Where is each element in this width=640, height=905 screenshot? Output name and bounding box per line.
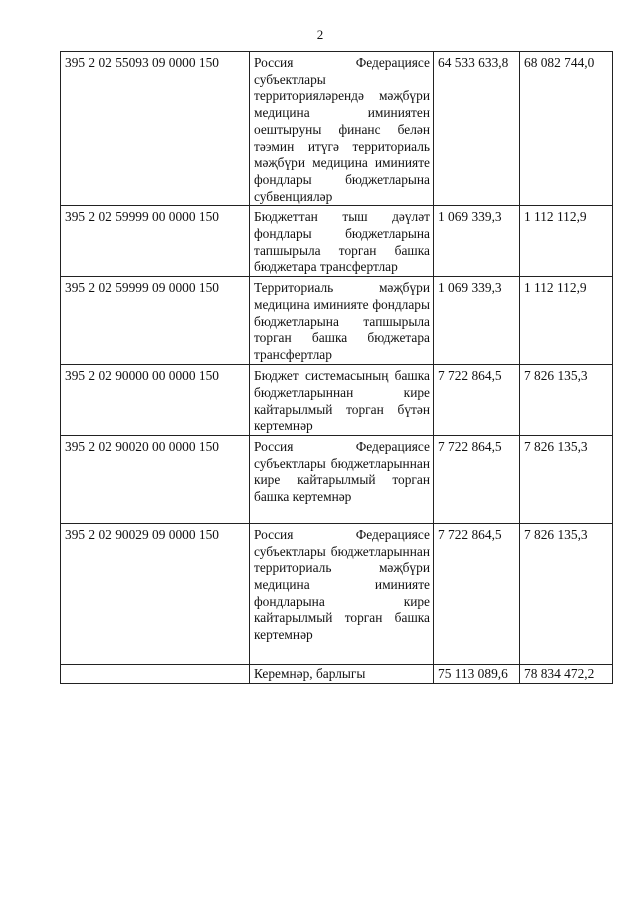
row-value-year-2: 1 112 112,9: [520, 206, 613, 277]
row-value-year-2: 7 826 135,3: [520, 365, 613, 436]
budget-revenue-table: [60, 51, 613, 684]
page-number: 2: [316, 27, 324, 42]
row-code: 395 2 02 59999 09 0000 150: [61, 277, 250, 365]
row-code: 395 2 02 59999 00 0000 150: [61, 206, 250, 277]
total-label: Керемнәр, барлыгы: [250, 664, 434, 683]
row-value-year-2: 7 826 135,3: [520, 435, 613, 523]
row-name: Россия Федерациясе субъектлары территорияләрендә мәҗбүри медицина иминиятен оештыруны финанс белән тәэмин итүгә территориаль мәҗбүри медицина иминияте фондлары бюджетларына субвенцияләр: [250, 52, 434, 206]
row-name: Россия Федерациясе субъектлары бюджетларыннан территориаль мәҗбүри медицина иминияте фондларына кире кайтарылмый торган башка кертемнәр: [250, 523, 434, 664]
row-code: 395 2 02 90020 00 0000 150: [61, 435, 250, 523]
table-row: [61, 277, 613, 365]
table-row: [61, 206, 613, 277]
total-value-year-2: 78 834 472,2: [520, 664, 613, 683]
row-name: Бюджет системасының башка бюджетларыннан кире кайтарылмый торган бүтән кертемнәр: [250, 365, 434, 436]
row-value-year-1: 1 069 339,3: [434, 206, 520, 277]
row-value-year-1: 7 722 864,5: [434, 435, 520, 523]
row-value-year-1: 1 069 339,3: [434, 277, 520, 365]
row-value-year-1: 64 533 633,8: [434, 52, 520, 206]
table-total-row: [61, 664, 613, 683]
row-code: 395 2 02 55093 09 0000 150: [61, 52, 250, 206]
row-code: 395 2 02 90029 09 0000 150: [61, 523, 250, 664]
row-value-year-2: 7 826 135,3: [520, 523, 613, 664]
table-row: [61, 365, 613, 436]
row-value-year-2: 68 082 744,0: [520, 52, 613, 206]
row-value-year-1: 7 722 864,5: [434, 365, 520, 436]
row-value-year-2: 1 112 112,9: [520, 277, 613, 365]
row-value-year-1: 7 722 864,5: [434, 523, 520, 664]
table-row: [61, 52, 613, 206]
row-code: 395 2 02 90000 00 0000 150: [61, 365, 250, 436]
row-name: Территориаль мәҗбүри медицина иминияте фондлары бюджетларына тапшырыла торган башка бюджетара трансфертлар: [250, 277, 434, 365]
row-name: Россия Федерациясе субъектлары бюджетларыннан кире кайтарылмый торган башка кертемнәр: [250, 435, 434, 523]
total-code: [61, 664, 250, 683]
total-value-year-1: 75 113 089,6: [434, 664, 520, 683]
row-name: Бюджеттан тыш дәүләт фондлары бюджетларына тапшырыла торган башка бюджетара трансфертлар: [250, 206, 434, 277]
table-row: [61, 435, 613, 523]
table-row: [61, 523, 613, 664]
